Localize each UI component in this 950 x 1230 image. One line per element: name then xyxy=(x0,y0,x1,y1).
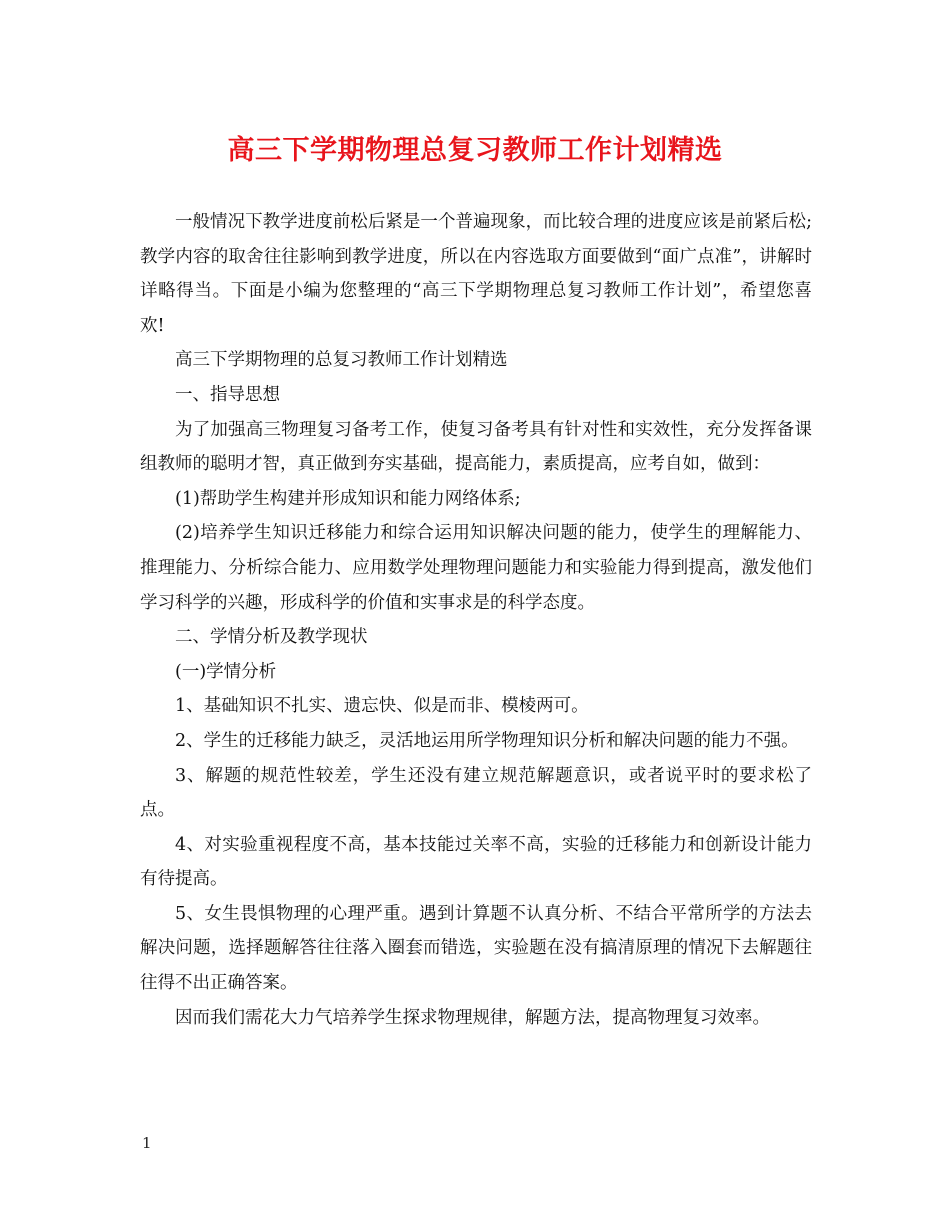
analysis-item-2: 2、学生的迁移能力缺乏，灵活地运用所学物理知识分析和解决问题的能力不强。 xyxy=(175,730,799,751)
subsection-heading-student-analysis: (一)学情分析 xyxy=(175,661,277,682)
subtitle-paragraph: 高三下学期物理的总复习教师工作计划精选 xyxy=(175,350,508,371)
document-title: 高三下学期物理总复习教师工作计划精选 xyxy=(227,135,723,166)
document-body xyxy=(140,205,812,1035)
conclusion-paragraph: 因而我们需花大力气培养学生探求物理规律，解题方法，提高物理复习效率。 xyxy=(175,1007,770,1028)
guiding-ideology-paragraph: 为了加强高三物理复习备考工作，使复习备考具有针对性和实效性，充分发挥备课组教师的聪明才智，真正做到夯实基础，提高能力，素质提高，应考自如，做到： xyxy=(140,419,812,475)
goal-item-2: (2)培养学生知识迁移能力和综合运用知识解决问题的能力，使学生的理解能力、推理能力、分析综合能力、应用数学处理物理问题能力和实验能力得到提高，激发他们学习科学的兴趣，形成科学的价值和实事求是的科学态度。 xyxy=(140,523,812,613)
page-number: 1 xyxy=(142,1134,152,1152)
section-heading-guiding-ideology: 一、指导思想 xyxy=(175,384,280,405)
section-heading-analysis: 二、学情分析及教学现状 xyxy=(175,627,368,648)
analysis-item-4: 4、对实验重视程度不高，基本技能过关率不高，实验的迁移能力和创新设计能力有待提高。 xyxy=(140,834,812,890)
intro-paragraph: 一般情况下教学进度前松后紧是一个普遍现象，而比较合理的进度应该是前紧后松;教学内容的取舍往往影响到教学进度，所以在内容选取方面要做到“面广点准”，讲解时详略得当。下面是小编为您整理的“高三下学期物理总复习教师工作计划”，希望您喜欢! xyxy=(140,212,812,336)
analysis-item-5: 5、女生畏惧物理的心理严重。遇到计算题不认真分析、不结合平常所学的方法去解决问题，选择题解答往往落入圈套而错选，实验题在没有搞清原理的情况下去解题往往得不出正确答案。 xyxy=(140,903,812,994)
analysis-item-1: 1、基础知识不扎实、遗忘快、似是而非、模棱两可。 xyxy=(175,696,589,717)
goal-item-1: (1)帮助学生构建并形成知识和能力网络体系; xyxy=(175,488,521,509)
analysis-item-3: 3、解题的规范性较差，学生还没有建立规范解题意识，或者说平时的要求松了点。 xyxy=(140,765,812,821)
